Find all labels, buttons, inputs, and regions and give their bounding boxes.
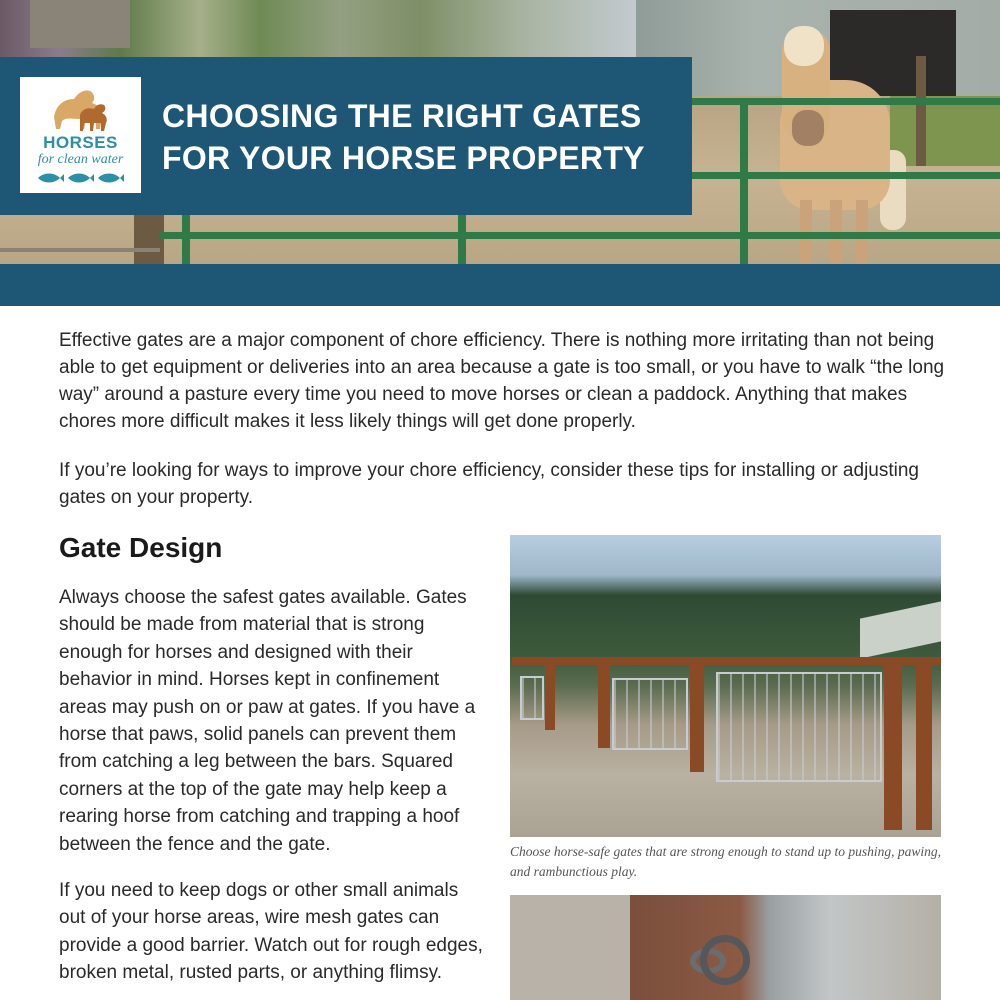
wood-beam — [512, 657, 941, 665]
header-band — [0, 264, 1000, 306]
title-line-1: CHOOSING THE RIGHT GATES — [162, 98, 642, 134]
title-line-2: FOR YOUR HORSE PROPERTY — [162, 140, 645, 176]
logo-wordmark: HORSES — [43, 133, 118, 152]
fish-logo-icon — [36, 171, 126, 185]
gate-post — [458, 214, 466, 264]
metal-gate-panel — [612, 678, 688, 750]
title-banner — [0, 57, 692, 215]
gate-rail — [692, 98, 1000, 105]
page-title — [162, 95, 682, 179]
wood-post — [916, 660, 932, 830]
fence-post — [134, 214, 164, 264]
gate-post — [740, 98, 748, 264]
photo-caption: Choose horse-safe gates that are strong enough to stand up to pushing, pawing, and rambunctious play. — [510, 844, 941, 879]
background-house — [30, 0, 130, 48]
wood-post — [545, 660, 555, 730]
chain-link — [700, 935, 750, 985]
wood-post — [598, 660, 610, 748]
horse-mane — [784, 26, 824, 66]
intro-paragraph-1: Effective gates are a major component of chore efficiency. There is nothing more irritating than not being able to get equipment or deliveries into an area because a gate is too small, or you have to walk “the long way” around a pasture every time you need to move horses or clean a paddock. Anything that makes chores more difficult makes it less likely things will get done properly. — [59, 330, 945, 432]
fence-post — [916, 56, 926, 166]
intro-paragraph-2: If you’re looking for ways to improve your chore efficiency, consider these tips for installing or adjusting gates on your property. — [59, 460, 919, 508]
section-paragraph-1: Always choose the safest gates available. Gates should be made from material that is strong enough for horses and designed with their behavior in mind. Horses kept in confinement areas may push on or paw at gates. If you have a horse that paws, solid panels can prevent them from catching a leg between the bars. Squared corners at the top of the gate may help keep a rearing horse from catching and trapping a hoof between the fence and the gate. — [59, 587, 476, 855]
gate-rail — [160, 232, 1000, 239]
horses-logo-icon — [50, 87, 114, 131]
horse-muzzle — [792, 110, 824, 146]
fence-rail — [0, 248, 160, 252]
section-paragraph-2: If you need to keep dogs or other small animals out of your horse areas, wire mesh gates can provide a good barrier. Watch out for rough edges, broken metal, rusted parts, or anything flimsy. — [59, 880, 483, 984]
wood-post — [690, 660, 704, 772]
gate-post — [182, 214, 190, 264]
metal-gate-panel — [716, 672, 882, 782]
grass-patch — [890, 96, 1000, 166]
metal-gate-panel — [520, 676, 544, 720]
wood-post — [884, 660, 902, 830]
gate-rail — [692, 172, 1000, 179]
logo-tagline: for clean water — [37, 152, 124, 167]
section-heading: Gate Design — [59, 532, 223, 563]
logo — [20, 77, 141, 193]
